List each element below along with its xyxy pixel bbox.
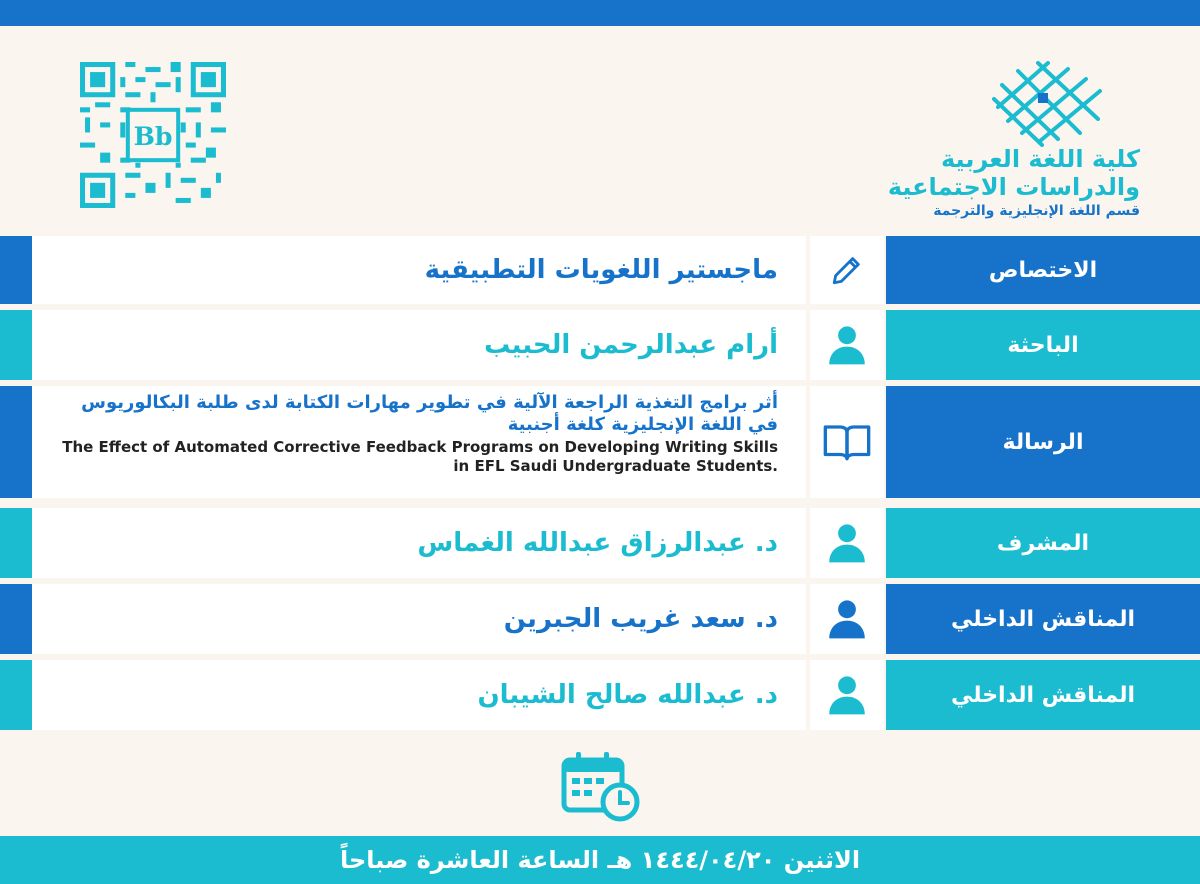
thesis-title-english: The Effect of Automated Corrective Feedback Programs on Developing Writing Skills in EFL Saudi Undergraduate Students. bbox=[62, 438, 778, 475]
row-internal-examiner-1 bbox=[0, 584, 1200, 654]
logo-mark-icon bbox=[988, 55, 1108, 147]
logo-title-line-1: كلية اللغة العربية bbox=[940, 145, 1140, 173]
specialization-label: الاختصاص bbox=[886, 236, 1200, 304]
row-specialization bbox=[0, 236, 1200, 304]
thesis-title bbox=[58, 392, 778, 476]
value-panel bbox=[32, 584, 806, 654]
department-name: قسم اللغة الإنجليزية والترجمة bbox=[933, 203, 1140, 219]
value-panel bbox=[32, 310, 806, 380]
internal-examiner-2-value: د. عبدالله صالح الشيبان bbox=[477, 680, 778, 710]
pencil-icon bbox=[830, 253, 864, 287]
row-left-strip bbox=[0, 660, 32, 730]
researcher-value: أرام عبدالرحمن الحبيب bbox=[484, 330, 778, 360]
logo-title-line-2: والدراسات الاجتماعية bbox=[887, 173, 1140, 201]
icon-cell bbox=[810, 236, 884, 304]
icon-cell bbox=[810, 508, 884, 578]
qr-code[interactable] bbox=[80, 62, 226, 208]
row-left-strip bbox=[0, 584, 32, 654]
researcher-label: الباحثة bbox=[886, 310, 1200, 380]
book-icon bbox=[822, 422, 872, 462]
college-logo bbox=[887, 55, 1162, 230]
internal-examiner-2-label: المناقش الداخلي bbox=[886, 660, 1200, 730]
internal-examiner-1-value: د. سعد غريب الجبرين bbox=[503, 604, 778, 634]
calendar-clock-icon bbox=[560, 748, 640, 824]
row-left-strip bbox=[0, 310, 32, 380]
row-supervisor bbox=[0, 508, 1200, 578]
icon-cell bbox=[810, 584, 884, 654]
person-icon bbox=[827, 598, 867, 640]
supervisor-label: المشرف bbox=[886, 508, 1200, 578]
internal-examiner-1-label: المناقش الداخلي bbox=[886, 584, 1200, 654]
person-icon bbox=[827, 674, 867, 716]
value-panel bbox=[32, 660, 806, 730]
blackboard-badge: Bb bbox=[133, 121, 173, 152]
row-left-strip bbox=[0, 386, 32, 498]
row-internal-examiner-2 bbox=[0, 660, 1200, 730]
icon-cell bbox=[810, 660, 884, 730]
event-datetime: الاثنين ١٤٤٤/٠٤/٢٠ هـ الساعة العاشرة صباحاً bbox=[0, 836, 1200, 884]
person-icon bbox=[827, 324, 867, 366]
thesis-label: الرسالة bbox=[886, 386, 1200, 498]
top-bar bbox=[0, 0, 1200, 26]
value-panel bbox=[32, 508, 806, 578]
row-left-strip bbox=[0, 508, 32, 578]
row-left-strip bbox=[0, 236, 32, 304]
value-panel bbox=[32, 386, 806, 498]
person-icon bbox=[827, 522, 867, 564]
row-researcher bbox=[0, 310, 1200, 380]
icon-cell bbox=[810, 310, 884, 380]
thesis-title-arabic: أثر برامج التغذية الراجعة الآلية في تطوير مهارات الكتابة لدى طلبة البكالوريوس في اللغة الإنجليزية كلغة أجنبية bbox=[81, 392, 778, 435]
row-thesis bbox=[0, 386, 1200, 498]
value-panel bbox=[32, 236, 806, 304]
supervisor-value: د. عبدالرزاق عبدالله الغماس bbox=[417, 528, 778, 558]
icon-cell bbox=[810, 386, 884, 498]
specialization-value: ماجستير اللغويات التطبيقية bbox=[424, 255, 778, 285]
